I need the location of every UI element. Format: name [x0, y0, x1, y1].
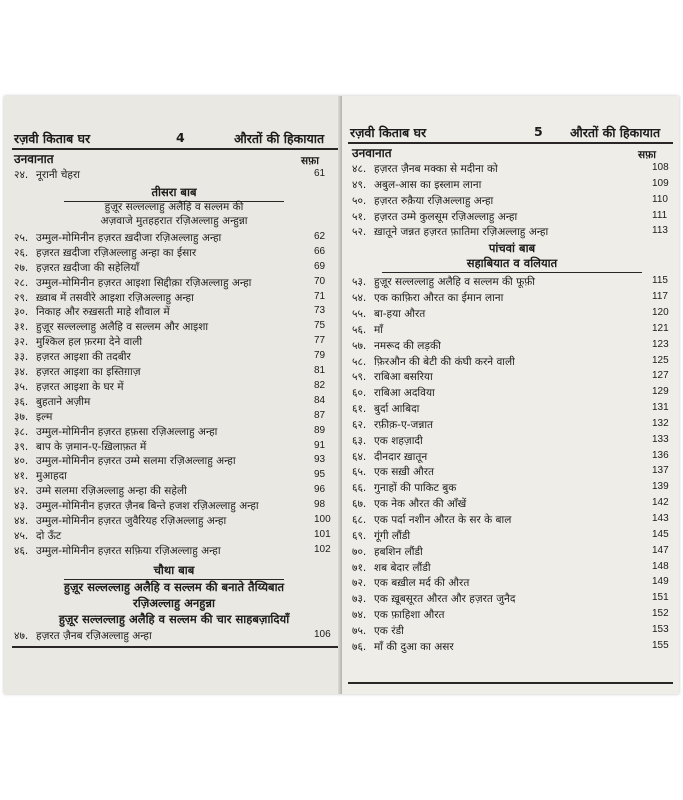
toc-entry-title: रफ़ीक़-ए-जन्नात [374, 418, 434, 431]
toc-entry-number: ५६. [352, 323, 367, 336]
toc-entry-title: शब बेदार लौंडी [374, 561, 431, 574]
toc-entry [352, 275, 672, 289]
toc-entry [14, 231, 334, 245]
toc-entry-page: 131 [652, 402, 669, 414]
toc-entry-number: ७५. [352, 624, 367, 637]
toc-entry-number: ३४. [14, 366, 29, 378]
toc-entry-title: माँ [374, 323, 383, 336]
toc-entry-page: 117 [652, 291, 668, 303]
book-spread [4, 96, 679, 694]
toc-entry-page: 120 [652, 306, 669, 318]
toc-entry-title: नूरानी चेहरा [36, 169, 80, 181]
toc-entry [352, 434, 672, 448]
toc-entry-title: हज़रत आइशा का इस्तिग़ाज़ [36, 366, 141, 378]
toc-entry-number: ५४. [352, 292, 367, 305]
toc-entry [14, 499, 334, 513]
toc-entry-page: 89 [314, 424, 326, 436]
toc-entry-page: 61 [314, 168, 326, 179]
toc-entry-number: २६. [14, 246, 29, 259]
toc-entry [14, 261, 334, 275]
toc-entry-number: ६९. [352, 529, 367, 542]
toc-entry-title: हज़रत ख़दीजा रज़िअल्लाहु अन्हा का ईसार [36, 246, 197, 259]
toc-entry [14, 291, 334, 305]
chapter-5-heading: पांचवां बाब [488, 241, 536, 256]
toc-entry-title: एक नेक औरत की आँखें [374, 498, 467, 511]
toc-entry-page: 148 [652, 560, 669, 572]
toc-entry-page: 84 [314, 394, 326, 406]
toc-entry-title: एक बख़ील मर्द की औरत [374, 577, 470, 590]
toc-entry-number: २८. [14, 276, 29, 289]
toc-entry-page: 111 [652, 209, 668, 221]
toc-entry-page: 123 [652, 338, 669, 350]
toc-entry-title: बुहताने अज़ीम [36, 395, 91, 408]
toc-entry-number: ६२. [352, 418, 367, 431]
toc-entry [352, 307, 672, 321]
toc-entry [14, 395, 334, 409]
toc-entry-page: 142 [652, 497, 669, 509]
toc-entry-page: 106 [314, 628, 331, 640]
toc-entry-title: एक काफ़िरा औरत का ईमान लाना [374, 292, 504, 305]
toc-entry-title: हज़रत ज़ैनब मक्का से मदीना को [374, 163, 498, 175]
toc-entry [14, 365, 334, 379]
toc-entry-page: 143 [652, 513, 669, 524]
toc-entry-title: गूंगी लौंडी [374, 529, 411, 542]
toc-entry-number: ४९. [352, 178, 367, 191]
toc-entry-number: ३३. [14, 351, 29, 364]
toc-entry [352, 513, 672, 527]
chapter-3-subtitle: हुज़ूर सल्लल्लाहु अलैहि व सल्लम की [104, 200, 244, 213]
toc-entry-page: 147 [652, 544, 669, 556]
toc-entry [352, 291, 672, 305]
toc-entry [14, 425, 334, 439]
toc-entry-number: ७२. [352, 577, 367, 590]
toc-entry-title: एक शहज़ादी [374, 434, 423, 447]
toc-entry [352, 355, 672, 369]
toc-entry-title: हुज़ूर सल्लल्लाहु अलैहि व सल्लम और आइशा [36, 321, 209, 334]
toc-entry-page: 100 [314, 514, 331, 525]
toc-entry [14, 454, 334, 468]
toc-entry [352, 640, 672, 654]
toc-entry-page: 91 [314, 439, 326, 451]
toc-entry-number: ५०. [352, 194, 367, 207]
toc-entry-number: ४४. [14, 515, 29, 527]
toc-entry [352, 529, 672, 543]
left-bottom-rule [12, 646, 338, 648]
toc-entry-page: 93 [314, 454, 326, 466]
toc-entry-title: दो ऊँट [36, 529, 62, 542]
toc-entry-number: ५९. [352, 371, 367, 384]
toc-entry-title: हज़रत रुक़ैया रज़िअल्लाहु अन्हा [374, 194, 494, 207]
toc-entry-title: बाप के ज़मान-ए-ख़िलाफ़त में [36, 440, 147, 453]
toc-entry-title: दीनदार ख़ातून [374, 450, 428, 463]
toc-entry-number: २४. [14, 169, 29, 181]
toc-entry-title: मुश्किल हल फ़रमा देने वाली [36, 336, 143, 349]
chapter-4-subtitle: हुज़ूर सल्लल्लाहु अलैहि व सल्लम की बनाते तैय्यिबात [63, 579, 285, 594]
toc-entry-number: ५८. [352, 355, 367, 368]
toc-entry-number: ३२. [14, 336, 29, 349]
toc-entry-page: 155 [652, 639, 669, 651]
toc-entry [352, 178, 672, 192]
toc-entry-number: ४७. [14, 629, 29, 642]
toc-entry [14, 335, 334, 349]
toc-entry-number: ३७. [14, 410, 29, 423]
toc-entry-page: 121 [652, 322, 669, 334]
toc-entry-title: हज़रत ज़ैनब रज़िअल्लाहु अन्हा [36, 629, 152, 642]
toc-entry-number: ६१. [352, 403, 367, 416]
toc-entry-title: उम्मुल-मोमिनीन हज़रत उम्मे सलमा रज़िअल्लाहु अन्हा [36, 455, 236, 468]
toc-entry-page: 133 [652, 433, 669, 445]
toc-entry [14, 276, 334, 290]
right-header-book-title: औरतों की हिकायात [570, 125, 661, 140]
toc-entry-title: बुर्दा आबिदा [374, 403, 420, 416]
toc-entry-page: 113 [652, 225, 668, 237]
toc-entry-page: 149 [652, 576, 669, 588]
toc-entry-number: ६५. [352, 466, 367, 479]
toc-entry-title: माँ की दुआ का असर [374, 640, 454, 653]
left-page [4, 96, 342, 694]
toc-entry-number: २७. [14, 261, 29, 274]
toc-entry-page: 127 [652, 370, 669, 382]
toc-entry-title: हज़रत ख़दीजा की सहेलियाँ [36, 261, 140, 274]
toc-entry-page: 71 [314, 290, 326, 302]
toc-entry [352, 386, 672, 400]
chapter-3-subtitle: अज़वाजे मुतहहरात रज़िअल्लाहु अन्हुन्ना [100, 214, 248, 227]
toc-entry-title: उम्मुल-मोमिनीन हज़रत आइशा सिद्दीक़ा रज़िअल्लाहु अन्हा [36, 276, 252, 289]
toc-entry-title: अबुल-आस का इस्लाम लाना [374, 178, 482, 191]
toc-entry-title: उम्मे सलमा रज़िअल्लाहु अन्हा की सहेली [36, 485, 187, 498]
toc-entry [352, 370, 672, 384]
right-header-publisher: रज़वी किताब घर [350, 125, 427, 140]
toc-entry-title: हज़रत आइशा के घर में [36, 380, 124, 393]
toc-entry-title: नमरूद की लड़की [374, 339, 441, 352]
toc-entry-page: 132 [652, 417, 669, 429]
toc-entry-number: ३८. [14, 425, 29, 438]
toc-entry-number: ७६. [352, 640, 367, 653]
toc-entry-title: एक ख़ूबसूरत औरत और हज़रत जुनैद [374, 593, 516, 606]
toc-entry-page: 70 [314, 275, 326, 287]
toc-entry-page: 101 [314, 528, 331, 540]
right-bottom-rule [348, 682, 673, 684]
toc-entry [352, 608, 672, 622]
toc-entry [352, 402, 672, 416]
toc-entry-number: ६३. [352, 434, 367, 447]
toc-entry-page: 151 [652, 592, 669, 604]
toc-entry-number: ४२. [14, 485, 29, 498]
toc-entry [352, 162, 672, 176]
toc-entry [14, 168, 334, 182]
toc-entry-page: 69 [314, 260, 326, 272]
toc-entry-page: 152 [652, 608, 669, 620]
right-column-title: उनवानात [352, 146, 392, 160]
left-header-book-title: औरतों की हिकायात [234, 131, 325, 146]
toc-entry [352, 194, 672, 208]
toc-entry-number: ७४. [352, 609, 367, 622]
toc-entry [352, 592, 672, 606]
toc-entry [14, 305, 334, 319]
toc-entry [14, 246, 334, 260]
toc-entry-page: 79 [314, 350, 326, 362]
toc-entry-number: ३९. [14, 440, 29, 453]
toc-entry [14, 440, 334, 454]
toc-entry [352, 576, 672, 590]
toc-entry-title: हज़रत उम्मे कुलसूम रज़िअल्लाहु अन्हा [374, 210, 518, 223]
toc-entry-number: ३५. [14, 380, 29, 393]
toc-entry-page: 125 [652, 354, 669, 366]
right-page [342, 96, 679, 694]
toc-entry-page: 98 [314, 499, 326, 511]
toc-entry-number: ६६. [352, 482, 367, 495]
toc-entry-title: एक पर्दा नशीन औरत के सर के बाल [374, 514, 512, 526]
toc-entry [14, 629, 334, 643]
left-column-title: उनवानात [14, 152, 54, 166]
toc-entry-page: 109 [652, 177, 669, 189]
left-running-header [12, 130, 338, 148]
toc-entry-page: 96 [314, 484, 326, 496]
toc-entry-title: उम्मुल-मोमिनीन हज़रत ख़दीजा रज़िअल्लाहु अन्हा [36, 231, 222, 244]
toc-entry-number: ४०. [14, 455, 29, 468]
toc-entry-page: 145 [652, 528, 669, 540]
toc-entry-page: 66 [314, 245, 326, 257]
right-header-page-number: 5 [534, 124, 543, 139]
toc-entry-title: उम्मुल-मोमिनीन हज़रत सफ़िया रज़िअल्लाहु अन्हा [36, 544, 221, 557]
toc-entry-page: 77 [314, 335, 326, 347]
toc-entry-page: 139 [652, 481, 669, 493]
toc-entry-title: उम्मुल-मोमिनीन हज़रत ज़ैनब बिन्ते हजश रज़िअल्लाहु अन्हा [36, 500, 259, 513]
toc-entry-number: ७१. [352, 561, 367, 574]
toc-entry [14, 529, 334, 543]
toc-entry-number: ४५. [14, 529, 29, 542]
toc-entry-number: ७३. [352, 593, 367, 606]
toc-entry-title: फ़िरऔन की बेटी की कंघी करने वाली [374, 355, 515, 368]
toc-entry-title: एक सख़ी औरत [374, 466, 434, 479]
toc-entry [352, 323, 672, 337]
chapter-4-heading: चौथा बाब [64, 563, 284, 580]
right-header-rule [348, 142, 673, 144]
toc-entry-number: ५७. [352, 339, 367, 352]
toc-entry-page: 73 [314, 305, 326, 317]
toc-entry-page: 108 [652, 162, 669, 173]
toc-entry-page: 153 [652, 623, 669, 635]
toc-entry-number: ५५. [352, 307, 367, 320]
toc-entry-page: 82 [314, 379, 326, 391]
toc-entry-number: ४३. [14, 500, 29, 513]
toc-entry-title: एक रंडी [374, 624, 404, 637]
toc-entry [14, 469, 334, 483]
toc-entry [14, 380, 334, 394]
toc-entry-title: इल्म [36, 410, 53, 423]
toc-entry-title: ख़्वाब में तसवीरे आइशा रज़िअल्लाहु अन्हा [36, 291, 194, 304]
toc-entry-page: 87 [314, 409, 326, 421]
toc-entry [352, 418, 672, 432]
toc-entry-title: बा-हया औरत [374, 307, 426, 320]
toc-entry-number: ३१. [14, 321, 29, 334]
left-column-page-label: सफ़ा [301, 155, 319, 167]
toc-entry [14, 350, 334, 364]
toc-entry-number: २९. [14, 291, 29, 304]
toc-entry-title: राबिआ बसरिया [374, 371, 433, 384]
left-header-page-number: 4 [176, 130, 185, 145]
toc-entry-number: ५१. [352, 210, 367, 223]
toc-entry [352, 545, 672, 559]
toc-entry [352, 225, 672, 239]
toc-entry-number: ६०. [352, 387, 367, 400]
toc-entry-page: 102 [314, 543, 331, 555]
toc-entry [352, 210, 672, 224]
left-header-publisher: रज़वी किताब घर [14, 131, 91, 146]
toc-entry-number: ७०. [352, 545, 367, 558]
toc-entry-title: उम्मुल-मोमिनीन हज़रत हफ़सा रज़िअल्लाहु अन्हा [36, 425, 218, 438]
toc-entry-page: 75 [314, 320, 326, 332]
toc-entry [352, 465, 672, 479]
toc-entry-title: ख़ातूने जन्नत हज़रत फ़ातिमा रज़िअल्लाहु अन्हा [374, 226, 549, 239]
toc-entry-page: 81 [314, 365, 326, 376]
toc-entry-number: ४१. [14, 470, 29, 483]
toc-entry-number: ६७. [352, 498, 367, 511]
toc-entry [14, 484, 334, 498]
toc-entry-title: हुज़ूर सल्लल्लाहु अलैहि व सल्लम की फूफ़ी [374, 276, 535, 289]
toc-entry-number: ५३. [352, 276, 367, 289]
toc-entry-title: उम्मुल-मोमिनीन हज़रत जुवैरियह रज़िअल्लाहु अन्हा [36, 515, 227, 527]
toc-entry-title: मुआहदा [36, 470, 67, 483]
toc-entry [14, 410, 334, 424]
toc-entry-number: ३६. [14, 395, 29, 408]
right-column-page-label: सफ़ा [638, 149, 656, 161]
toc-entry-page: 115 [652, 275, 668, 287]
toc-entry-title: एक फ़ाहिशा औरत [374, 609, 445, 622]
toc-entry [352, 339, 672, 353]
toc-entry-title: हबशिन लौंडी [374, 545, 423, 558]
toc-entry-number: ६८. [352, 514, 367, 526]
toc-entry-page: 62 [314, 230, 326, 242]
toc-entry-page: 137 [652, 465, 669, 477]
toc-entry-title: निकाह और रुख़सती माहे शौवाल में [36, 306, 170, 319]
right-running-header [348, 124, 673, 142]
toc-entry-page: 129 [652, 386, 669, 398]
chapter-3-heading: तीसरा बाब [64, 185, 284, 202]
left-header-rule [12, 148, 338, 150]
toc-entry-number: २५. [14, 231, 29, 244]
toc-entry-number: ३०. [14, 306, 29, 319]
toc-entry-title: हज़रत आइशा की तदबीर [36, 351, 131, 364]
chapter-4-subtitle: हुज़ूर सल्लल्लाहु अलैहि व सल्लम की चार साहबज़ादियाँ [58, 611, 290, 626]
toc-entry [14, 514, 334, 528]
toc-entry-title: राबिआ अदविया [374, 387, 435, 400]
toc-entry-number: ४६. [14, 544, 29, 557]
toc-entry [352, 624, 672, 638]
toc-entry-page: 110 [652, 193, 668, 205]
toc-entry [352, 481, 672, 495]
toc-entry-page: 95 [314, 469, 326, 481]
toc-entry-title: गुनाहों की पाकिट बुक [374, 482, 457, 495]
toc-entry-number: ४८. [352, 163, 367, 175]
toc-entry [352, 561, 672, 575]
toc-entry [352, 497, 672, 511]
toc-entry [14, 320, 334, 334]
chapter-5-subtitle: सहाबियात व वलियात [382, 256, 642, 273]
toc-entry [14, 544, 334, 558]
toc-entry [352, 450, 672, 464]
toc-entry-number: ६४. [352, 450, 367, 463]
chapter-4-subtitle: रज़िअल्लाहु अनहुन्ना [133, 595, 215, 610]
toc-entry-number: ५२. [352, 226, 367, 239]
toc-entry-page: 136 [652, 449, 669, 461]
